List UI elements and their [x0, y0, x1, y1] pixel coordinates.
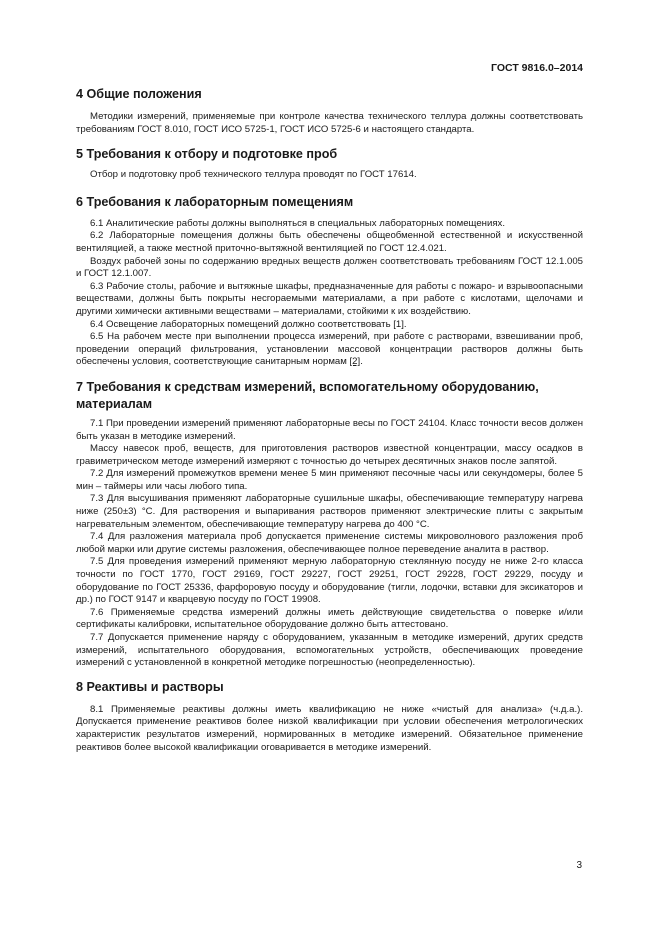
paragraph-6-1: 6.1 Аналитические работы должны выполняться в специальных лабораторных помещениях.: [90, 217, 505, 229]
paragraph-6-2: 6.2 Лабораторные помещения должны быть обеспечены общеобменной естественной и искусственной вентиляцией, а также местной приточно-вытяжной вентиляцией по ГОСТ 12.4.021.: [76, 230, 583, 254]
section-8-heading: 8 Реактивы и растворы: [76, 679, 224, 694]
paragraph-6-5: [76, 331, 583, 369]
paragraph-6-4: 6.4 Освещение лабораторных помещений должно соответствовать [1].: [90, 318, 407, 330]
paragraph-6-5-text: 6.5 На рабочем месте при выполнении процесса измерений, при работе с растворами, взвешивании проб, проведении операций фильтрования, установлении массовой концентрации растворов должны быть обеспечены условия, соответствующие санитарным нормам: [76, 331, 583, 368]
paragraph-8-1: 8.1 Применяемые реактивы должны иметь квалификацию не ниже «чистый для анализа» (ч.д.а.). Допускается применение реактивов более низкой квалификации при условии обеспечения метрологических характеристик результатов измерений, нормированных в методике измерений. Обязательное применение реактивов более высокой квалификации оговаривается в методике измерений.: [76, 703, 583, 753]
paragraph-7-1-mass: Массу навесок проб, веществ, для приготовления растворов известной концентрации, массу осадков в гравиметрическом методе измерений измеряют с точностью до четырех десятичных знаков после запятой.: [76, 443, 583, 467]
paragraph-7-3: 7.3 Для высушивания применяют лабораторные сушильные шкафы, обеспечивающие температуру нагрева ниже (250±3) °С. Для растворения и выпаривания растворов применяют электрические плиты с закрытым нагревательным элементом, обеспечивающие температуру нагрева до 400 °С.: [76, 493, 583, 530]
document-body: [76, 86, 583, 754]
paragraph-6-5-end: .: [360, 356, 363, 368]
paragraph-7-1: 7.1 При проведении измерений применяют лабораторные весы по ГОСТ 24104. Класс точности весов должен быть указан в методике измерений.: [76, 417, 583, 442]
paragraph-7-6: 7.6 Применяемые средства измерений должны иметь действующие свидетельства о поверке и/или сертификаты калибровки, испытательное оборудование должно быть аттестовано.: [76, 606, 583, 631]
paragraph-7-4: 7.4 Для разложения материала проб допускается применение системы микроволнового разложения проб любой марки или другие системы разложения, обеспечивающее полное переведение аналита в раствор.: [76, 531, 583, 555]
section-4-paragraph: Методики измерений, применяемые при контроле качества технического теллура должны соответствовать требованиям ГОСТ 8.010, ГОСТ ИСО 5725-1, ГОСТ ИСО 5725-6 и настоящего стандарта.: [76, 111, 583, 135]
page-number: 3: [576, 860, 582, 871]
section-5-heading: 5 Требования к отбору и подготовке проб: [76, 147, 338, 162]
paragraph-7-5: 7.5 Для проведения измерений применяют мерную лабораторную стеклянную посуду не ниже 2-го класса точности по ГОСТ 1770, ГОСТ 29169, ГОСТ 29227, ГОСТ 29251, ГОСТ 29228, ГОСТ 29229, посуду и оборудование по ГОСТ 25336, фарфоровую посуду и оборудование (тигли, лодочки, вставки для эксикаторов и др.) по ГОСТ 9147 и кварцевую посуду по ГОСТ 19908.: [76, 556, 583, 606]
section-5-paragraph: Отбор и подготовку проб технического теллура проводят по ГОСТ 17614.: [90, 169, 417, 181]
section-6-heading: 6 Требования к лабораторным помещениям: [76, 194, 354, 209]
paragraph-6-2-air: Воздух рабочей зоны по содержанию вредных веществ должен соответствовать требованиям ГОСТ 12.1.005 и ГОСТ 12.1.007.: [76, 255, 583, 280]
section-7-heading: 7 Требования к средствам измерений, вспомогательному оборудованию, материалам: [76, 379, 539, 411]
reference-2-link[interactable]: [2]: [349, 356, 361, 368]
paragraph-7-2: 7.2 Для измерений промежутков времени менее 5 мин применяют песочные часы или секундомеры, более 5 мин – таймеры или часы любого типа.: [76, 468, 583, 492]
paragraph-6-3: 6.3 Рабочие столы, рабочие и вытяжные шкафы, предназначенные для работы с пожаро- и взрывоопасными веществами, должны быть покрыты несгораемыми материалами, а при работе с кислотами, щелочами и другими химически активными веществами – материалами, стойкими к их воздействию.: [76, 280, 583, 317]
paragraph-7-7: 7.7 Допускается применение наряду с оборудованием, указанным в методике измерений, других средств измерений, испытательного оборудования, вспомогательных устройств, обеспечивающих проведение измерений с установленной в конкретной методике погрешностью (неопределенностью).: [76, 632, 583, 669]
section-4-heading: 4 Общие положения: [76, 87, 202, 101]
document-code: ГОСТ 9816.0–2014: [491, 62, 583, 74]
